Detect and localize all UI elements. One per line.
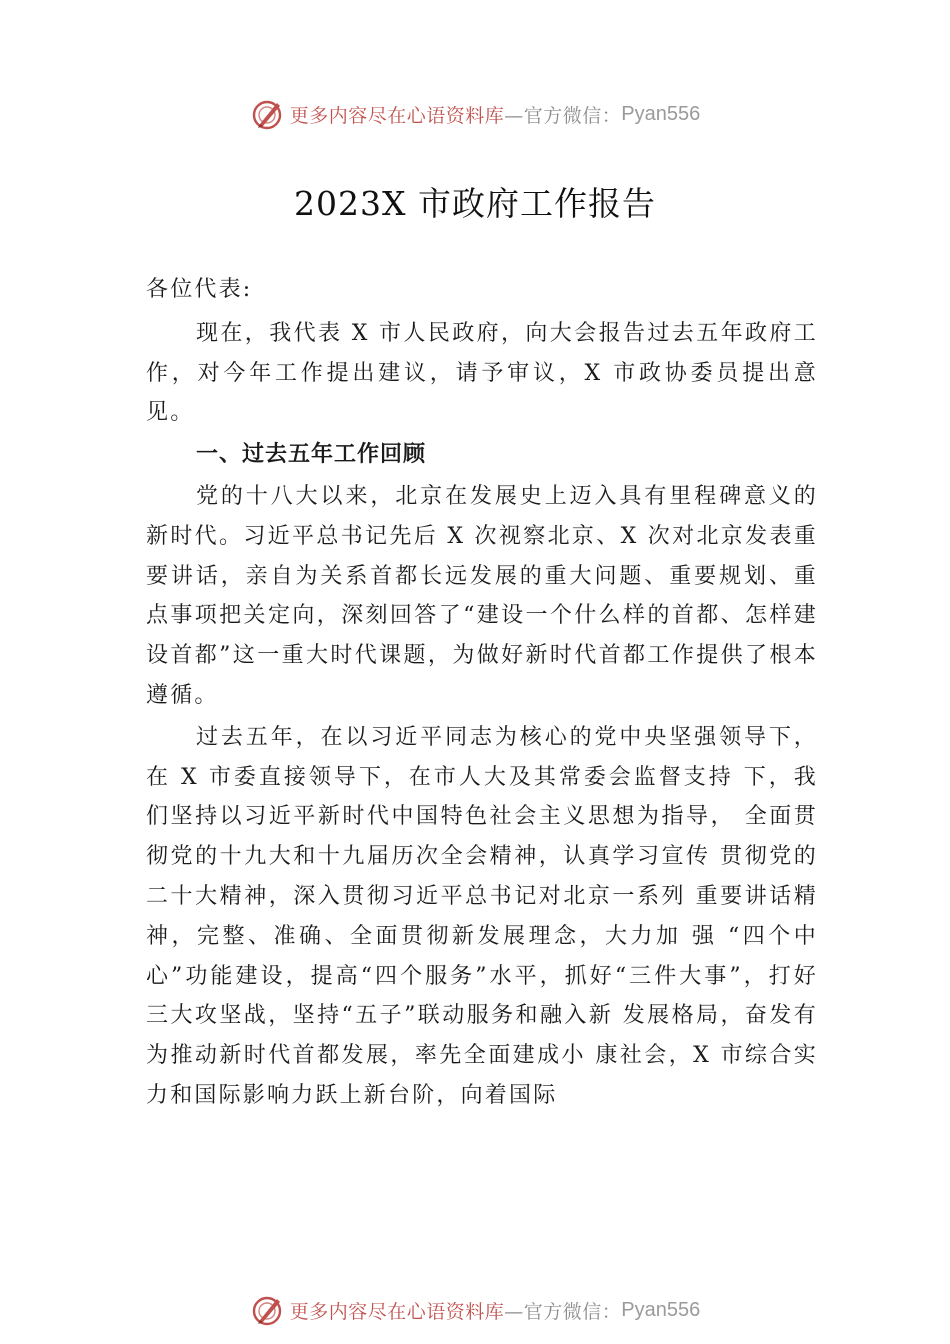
banner-wechat-label: —官方微信： (504, 104, 622, 127)
header-banner (0, 94, 950, 134)
body-paragraph-1: 党的十八大以来，北京在发展史上迈入具有里程碑意义的新时代。习近平总书记先后 X 次视察北京、X 次对北京发表重要讲话，亲自为关系首都长远发展的重大问题、重要规划、重点事项把关定向，深刻回答了“建设一个什么样的首都、怎样建设首都”这一重大时代课题，为做好新时代首都工作提供了根本遵循。 (146, 483, 818, 708)
section-heading: 一、过去五年工作回顾 (196, 442, 427, 468)
pen-seal-icon (250, 97, 284, 131)
body-paragraph-2: 过去五年，在以习近平同志为核心的党中央坚强领导下，在 X 市委直接领导下，在市人大及其常委会监督支持 下，我们坚持以习近平新时代中国特色社会主义思想为指导， 全面贯彻党的十九大和十九届历次全会精神，认真学习宣传 贯彻党的二十大精神，深入贯彻习近平总书记对北京一系列 重要讲话精神，完整、准确、全面贯彻新发展理念，大力加 强 “四个中心”功能建设，提高“四个服务”水平，抓好“三件大事”，打好三大攻坚战，坚持“五子”联动服务和融入新 发展格局，奋发有为推动新时代首都发展，率先全面建成小 康社会，X 市综合实力和国际影响力跃上新台阶，向着国际 (146, 724, 818, 1108)
banner-wechat-account: Pyan556 (621, 1298, 701, 1321)
banner-wechat-account: Pyan556 (621, 102, 701, 125)
footer-banner (0, 1290, 950, 1330)
pen-seal-icon (250, 1293, 284, 1327)
document-body (146, 270, 818, 1116)
banner-brand-text: 更多内容尽在心语资料库 (289, 1300, 505, 1323)
intro-paragraph: 现在，我代表 X 市人民政府，向大会报告过去五年政府工作，对今年工作提出建议，请予审议，X 市政协委员提出意见。 (146, 320, 818, 426)
salutation: 各位代表: (146, 277, 253, 302)
banner-brand-text: 更多内容尽在心语资料库 (289, 104, 505, 127)
banner-wechat-label: —官方微信： (504, 1300, 622, 1323)
document-title: 2023X 市政府工作报告 (294, 184, 656, 223)
